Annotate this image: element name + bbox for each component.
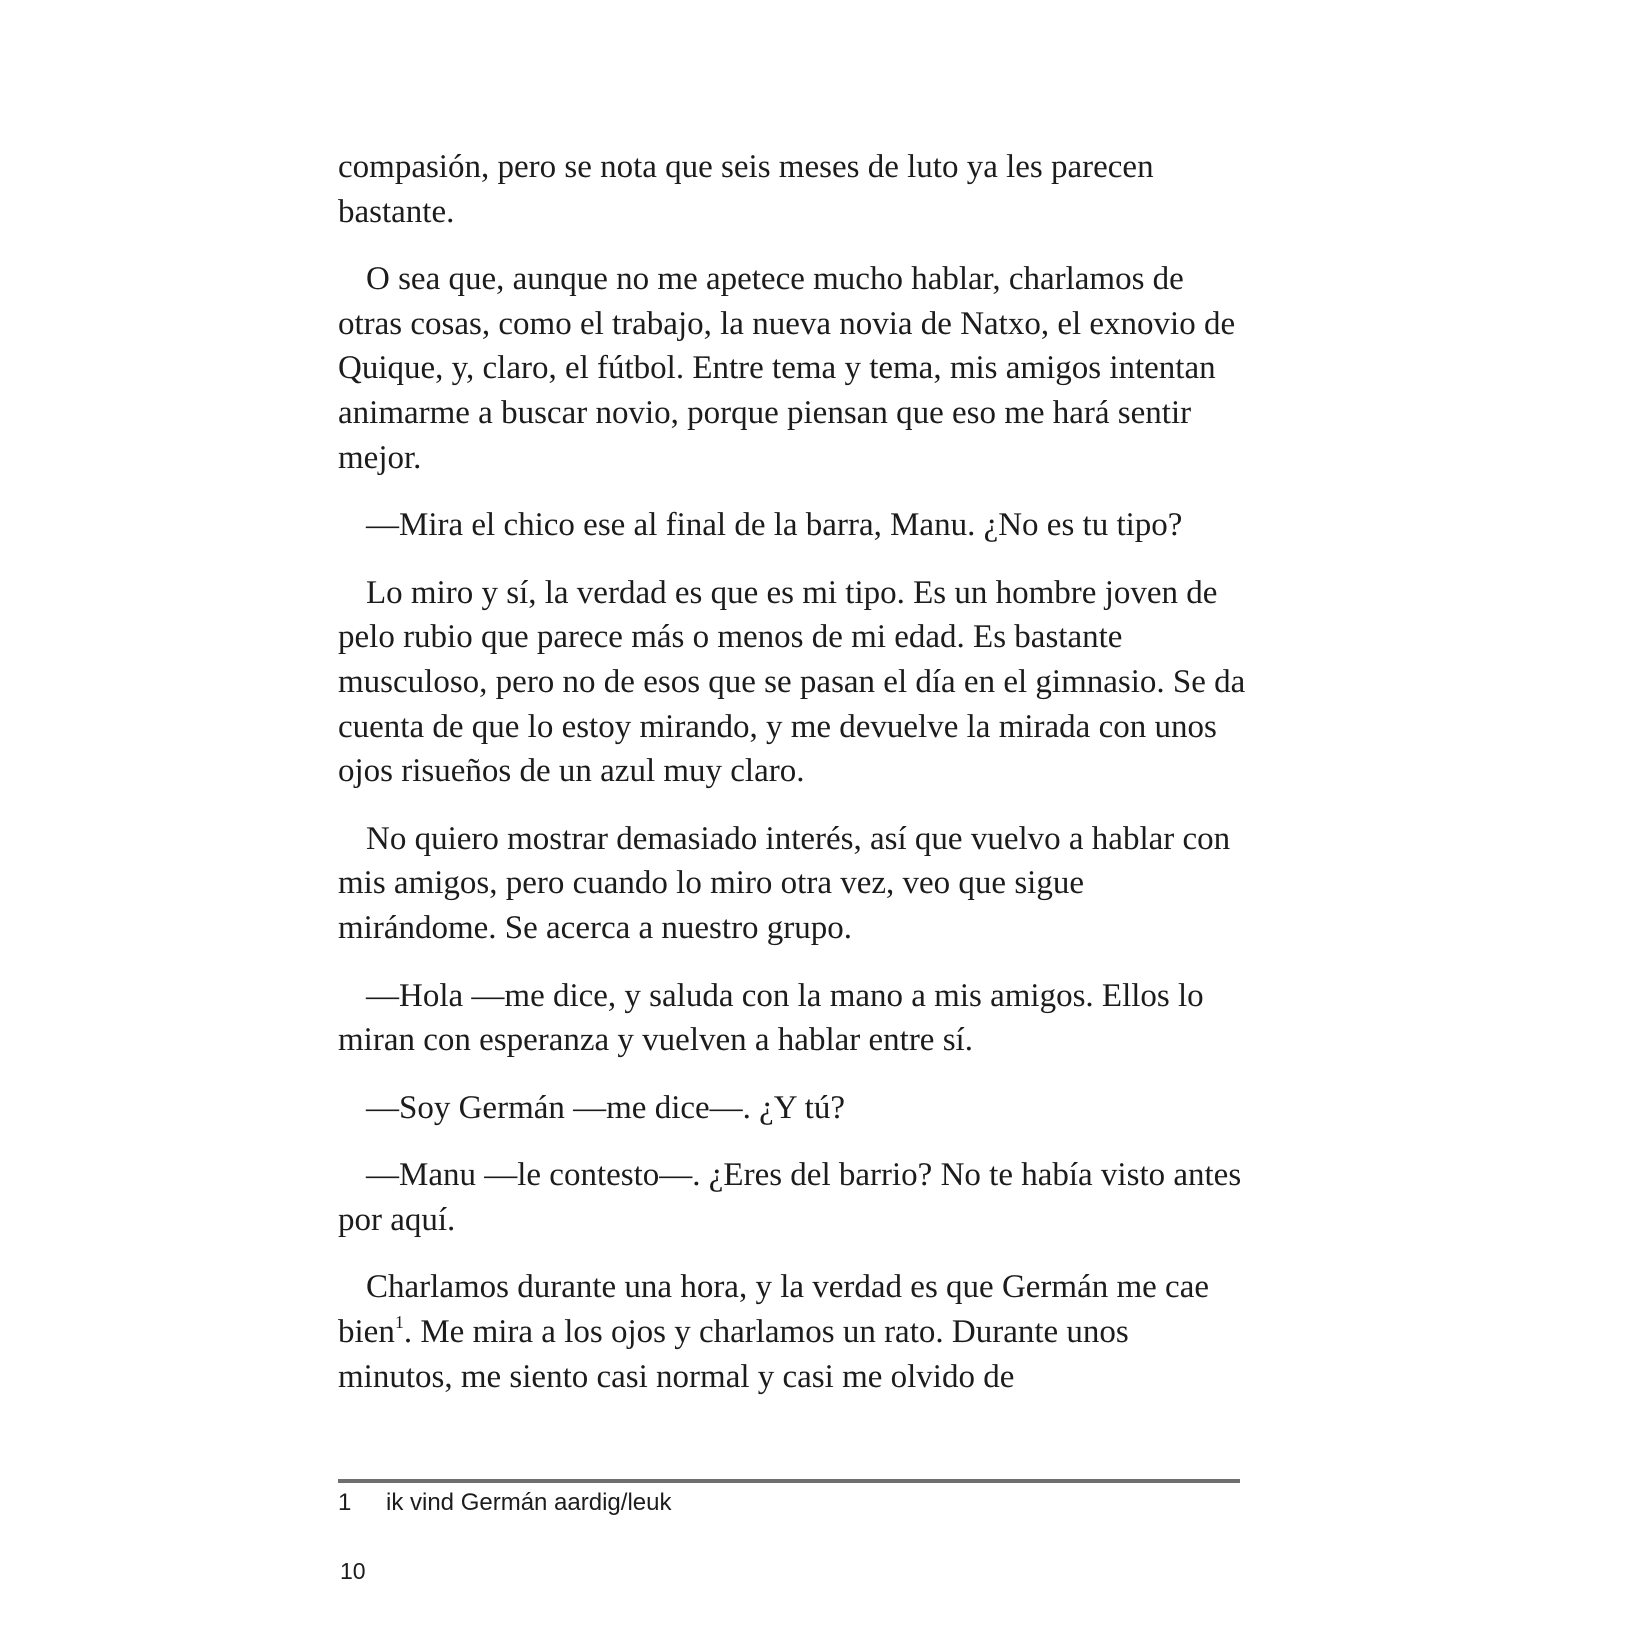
footnote-divider (338, 1479, 1240, 1483)
footnote-reference: 1 (394, 1312, 404, 1333)
dialogue-paragraph: —Mira el chico ese al final de la barra, Manu. ¿No es tu tipo? (366, 507, 1183, 544)
dialogue-paragraph: —Soy Germán —me dice—. ¿Y tú? (366, 1089, 845, 1126)
paragraph-with-footnote-ref (338, 1265, 1246, 1399)
paragraph-continuation: compasión, pero se nota que seis meses de luto ya les parecen bastante. (338, 149, 1154, 230)
footnote-text: ik vind Germán aardig/leuk (386, 1489, 672, 1516)
page-number: 10 (340, 1558, 366, 1584)
paragraph: Lo miro y sí, la verdad es que es mi tipo. Es un hombre joven de pelo rubio que parece más o menos de mi edad. Es bastante musculoso, pero no de esos que se pasan el día en el gimnasio. Se da cuenta de que lo estoy mirando, y me devuelve la mirada con unos ojos risueños de un azul muy claro. (338, 574, 1246, 790)
dialogue-paragraph: —Manu —le contesto—. ¿Eres del barrio? No te había visto antes por aquí. (338, 1157, 1242, 1238)
dialogue-paragraph: —Hola —me dice, y saluda con la mano a mis amigos. Ellos lo miran con esperanza y vuelven a hablar entre sí. (338, 977, 1204, 1059)
footnote-number: 1 (338, 1489, 352, 1516)
paragraph: O sea que, aunque no me apetece mucho hablar, charlamos de otras cosas, como el trabajo, la nueva novia de Natxo, el exnovio de Quique, y, claro, el fútbol. Entre tema y tema, mis amigos intentan animarme a buscar novio, porque piensan que eso me hará sentir mejor. (338, 261, 1236, 476)
paragraph-text-before-ref: Charlamos durante una hora, y la verdad es que Germán me cae bien (338, 1269, 1209, 1351)
body-text (338, 145, 1246, 1422)
paragraph-text-after-ref: . Me mira a los ojos y charlamos un rato. Durante unos minutos, me siento casi normal y casi me olvido de (338, 1314, 1129, 1395)
paragraph: No quiero mostrar demasiado interés, así que vuelvo a hablar con mis amigos, pero cuando lo miro otra vez, veo que sigue mirándome. Se acerca a nuestro grupo. (338, 820, 1231, 946)
footnote (338, 1488, 671, 1518)
